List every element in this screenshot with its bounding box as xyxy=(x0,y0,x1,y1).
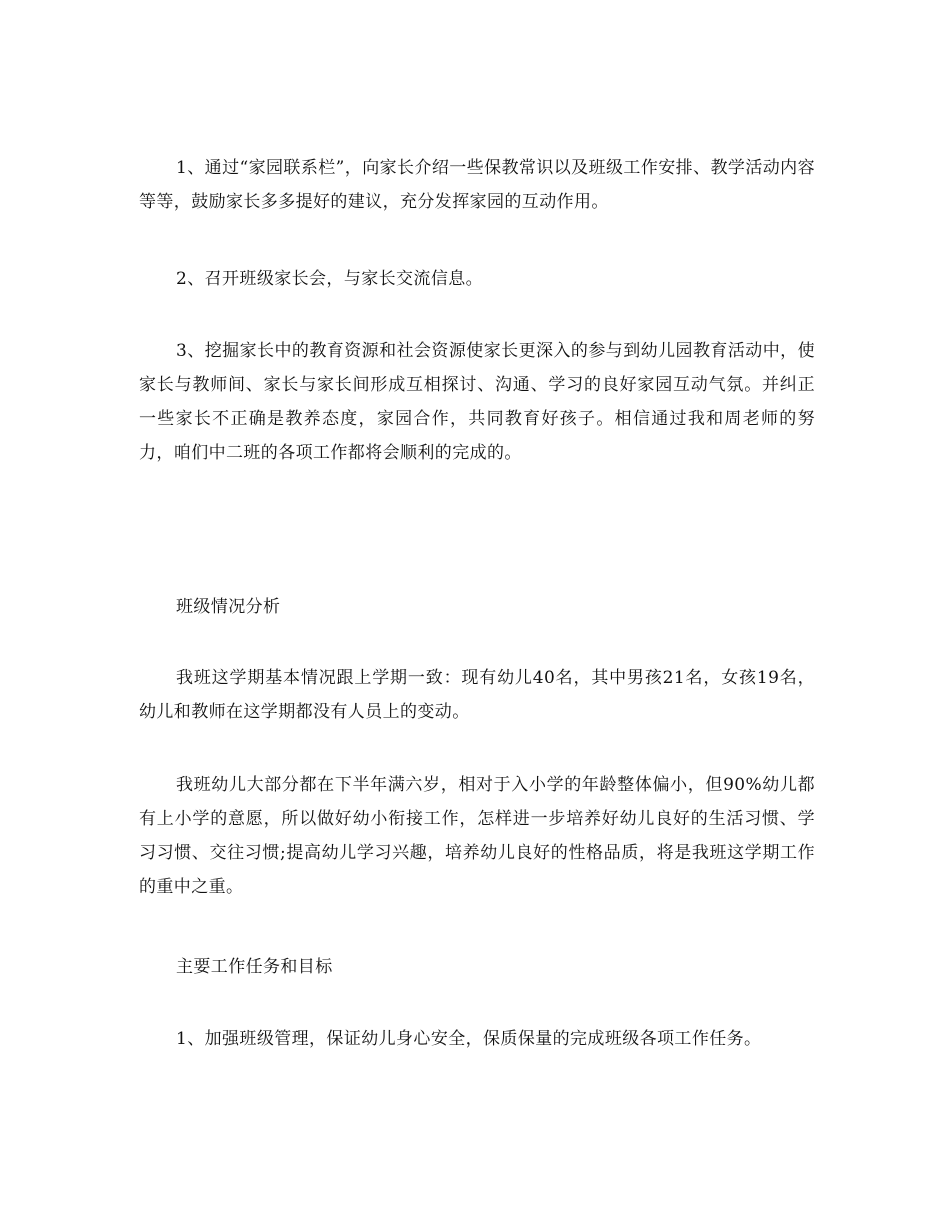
paragraph-parent-resources: 3、挖掘家长中的教育资源和社会资源使家长更深入的参与到幼儿园教育活动中，使家长与教师间、家长与家长间形成互相探讨、沟通、学习的良好家园互动气氛。并纠正一些家长不正确是教养态度，家园合作，共同教育好孩子。相信通过我和周老师的努力，咱们中二班的各项工作都将会顺利的完成的。 xyxy=(139,341,815,463)
paragraph-parent-meeting: 2、召开班级家长会，与家长交流信息。 xyxy=(176,269,484,289)
paragraph-class-basics: 我班这学期基本情况跟上学期一致：现有幼儿40名，其中男孩21名，女孩19名，幼儿和教师在这学期都没有人员上的变动。 xyxy=(139,668,815,722)
paragraph-home-school-contact: 1、通过“家园联系栏”，向家长介绍一些保教常识以及班级工作安排、教学活动内容等等，鼓励家长多多提好的建议，充分发挥家园的互动作用。 xyxy=(139,158,815,212)
paragraph-class-transition: 我班幼儿大部分都在下半年满六岁，相对于入小学的年龄整体偏小，但90%幼儿都有上小学的意愿，所以做好幼小衔接工作，怎样进一步培养好幼儿良好的生活习惯、学习习惯、交往习惯;提高幼儿学习兴趣，培养幼儿良好的性格品质，将是我班这学期工作的重中之重。 xyxy=(139,775,815,897)
section-heading-main-tasks: 主要工作任务和目标 xyxy=(176,957,333,977)
section-heading-class-analysis: 班级情况分析 xyxy=(176,597,281,617)
paragraph-class-management: 1、加强班级管理，保证幼儿身心安全，保质保量的完成班级各项工作任务。 xyxy=(176,1029,762,1049)
